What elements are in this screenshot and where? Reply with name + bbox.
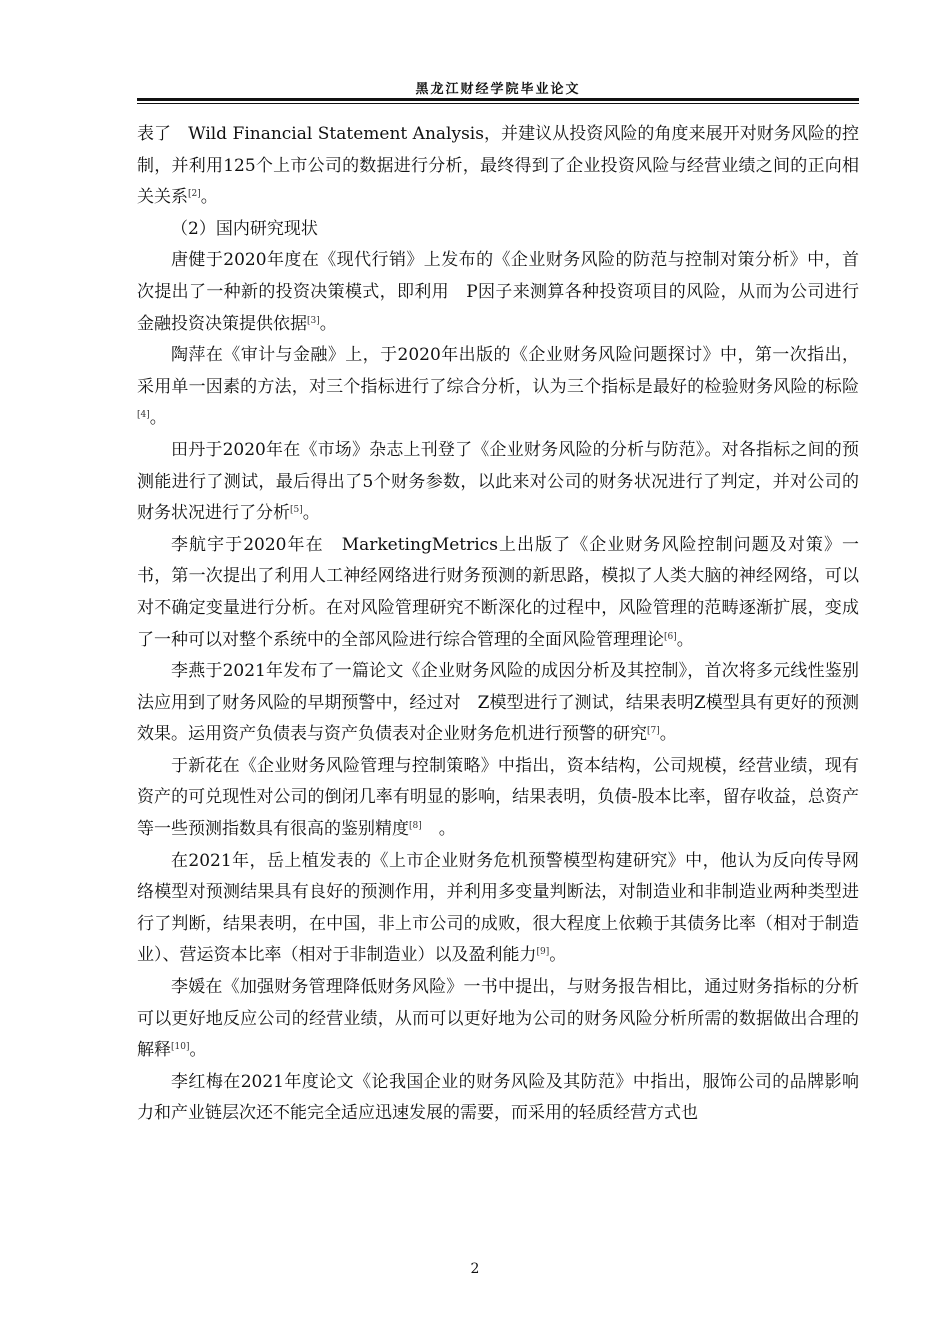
header-rule-thin (137, 103, 859, 104)
citation: [7] (647, 726, 660, 737)
paragraph: 田丹于2020年在《市场》杂志上刊登了《企业财务风险的分析与防范》。对各指标之间的预测能进行了测试，最后得出了5个财务参数，以此来对公司的财务状况进行了判定，并对公司的财务状况进行了分析[5]。 (137, 439, 859, 524)
citation: [10] (171, 1042, 190, 1053)
paragraph: 李媛在《加强财务管理降低财务风险》一书中提出，与财务报告相比，通过财务指标的分析可以更好地反应公司的经营业绩，从而可以更好地为公司的财务风险分析所需的数据做出合理的解释[10]。 (137, 977, 859, 1061)
paragraph: 表了 Wild Financial Statement Analysis，并建议从投资风险的角度来展开对财务风险的控制，并利用125个上市公司的数据进行分析，最终得到了企业投资风险与经营业绩之间的正向相关关系[2]。 (137, 124, 859, 208)
paragraph: 于新花在《企业财务风险管理与控制策略》中指出，资本结构，公司规模，经营业绩，现有资产的可兑现性对公司的倒闭几率有明显的影响，结果表明，负债-股本比率，留存收益，总资产等一些预测指数具有很高的鉴别精度[8] 。 (137, 755, 859, 840)
header-rule-thick (137, 98, 859, 101)
page-header-title: 黑龙江财经学院毕业论文 (415, 82, 581, 97)
page-number: 2 (470, 1261, 480, 1277)
citation: [2] (188, 189, 201, 200)
section-heading: （2）国内研究现状 (171, 218, 318, 239)
paragraph: 唐健于2020年度在《现代行销》上发布的《企业财务风险的防范与控制对策分析》中，首次提出了一种新的投资决策模式，即利用 P因子来测算各种投资项目的风险，从而为公司进行金融投资决策提供依据[3]。 (137, 250, 859, 334)
citation: [3] (307, 315, 320, 326)
paragraph: 李燕于2021年发布了一篇论文《企业财务风险的成因分析及其控制》，首次将多元线性鉴别法应用到了财务风险的早期预警中，经过对 Z模型进行了测试，结果表明Z模型具有更好的预测效果。运用资产负债表与资产负债表对企业财务危机进行预警的研究[7]。 (137, 661, 859, 745)
paragraph: 陶萍在《审计与金融》上，于2020年出版的《企业财务风险问题探讨》中，第一次指出，采用单一因素的方法，对三个指标进行了综合分析，认为三个指标是最好的检验财务风险的标险[4]。 (137, 345, 859, 429)
citation: [9] (536, 947, 550, 958)
body-text (137, 119, 859, 1130)
citation: [8] (409, 821, 422, 832)
paragraph: 在2021年，岳上植发表的《上市企业财务危机预警模型构建研究》中，他认为反向传导网络模型对预测结果具有良好的预测作用，并利用多变量判断法，对制造业和非制造业两种类型进行了判断，结果表明，在中国，非上市公司的成败，很大程度上依赖于其债务比率（相对于制造业）、营运资本比率（相对于非制造业）以及盈利能力[9]。 (137, 850, 859, 966)
citation: [4] (137, 410, 150, 421)
citation: [6] (664, 631, 677, 642)
paragraph: 李红梅在2021年度论文《论我国企业的财务风险及其防范》中指出，服饰公司的品牌影响力和产业链层次还不能完全适应迅速发展的需要，而采用的轻质经营方式也 (137, 1071, 859, 1124)
citation: [5] (290, 505, 303, 516)
paragraph: 李航宇于2020年在 MarketingMetrics上出版了《企业财务风险控制问题及对策》一书，第一次提出了利用人工神经网络进行财务预测的新思路，模拟了人类大脑的神经网络，可以对不确定变量进行分析。在对风险管理研究不断深化的过程中，风险管理的范畴逐渐扩展，变成了一种可以对整个系统中的全部风险进行综合管理的全面风险管理理论[6]。 (137, 534, 859, 650)
